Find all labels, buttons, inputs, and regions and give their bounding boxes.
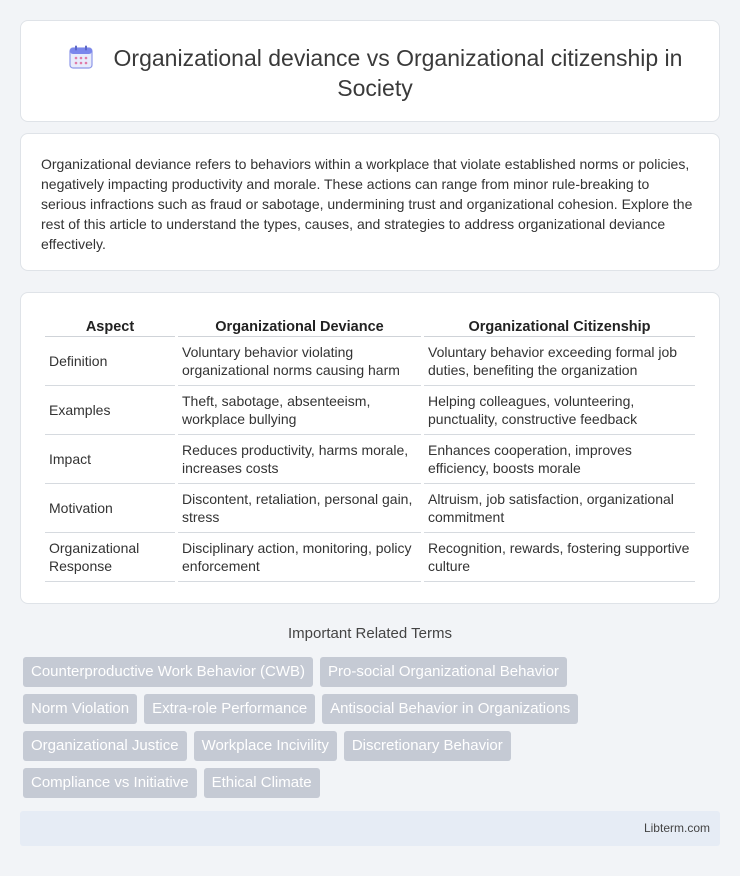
related-term-tag[interactable]: Pro-social Organizational Behavior [320,657,567,687]
tag-row [23,657,643,687]
table-row [45,484,695,533]
deviance-cell: Theft, sabotage, absenteeism, workplace bullying [178,386,421,435]
related-terms-heading: Important Related Terms [288,625,452,642]
related-term-tag[interactable]: Compliance vs Initiative [23,768,197,798]
intro-card [20,133,720,271]
deviance-cell: Discontent, retaliation, personal gain, stress [178,484,421,533]
intro-paragraph: Organizational deviance refers to behaviors within a workplace that violate established norms or policies, negatively impacting productivity and morale. These actions can range from minor rule-breaking to serious infractions such as fraud or sabotage, undermining trust and organizational cohesion. Explore the rest of this article to understand the types, causes, and strategies to address organizational deviance effectively. [41,156,693,252]
page-title-wrap [51,43,699,103]
table-row [45,435,695,484]
page-title: Organizational deviance vs Organizational citizenship in Society [113,45,683,101]
related-term-tag[interactable]: Organizational Justice [23,731,187,761]
related-term-tag[interactable]: Antisocial Behavior in Organizations [322,694,578,724]
table-row [45,386,695,435]
footer-bar [20,811,720,846]
calendar-icon [68,44,94,70]
related-term-tag[interactable]: Ethical Climate [204,768,320,798]
related-term-tag[interactable]: Norm Violation [23,694,137,724]
citizenship-cell: Helping colleagues, volunteering, punctuality, constructive feedback [424,386,695,435]
related-term-tag[interactable]: Discretionary Behavior [344,731,511,761]
aspect-cell: Examples [45,386,175,435]
comparison-table-card [20,292,720,604]
deviance-cell: Reduces productivity, harms morale, increases costs [178,435,421,484]
related-term-tag[interactable]: Counterproductive Work Behavior (CWB) [23,657,313,687]
column-header-deviance: Organizational Deviance [178,315,421,337]
aspect-cell: Impact [45,435,175,484]
tag-row [23,768,643,798]
tag-row [23,694,643,724]
citizenship-cell: Voluntary behavior exceeding formal job duties, benefiting the organization [424,337,695,386]
title-card [20,20,720,122]
related-terms-list [23,657,643,805]
table-row [45,337,695,386]
aspect-cell: Organizational Response [45,533,175,582]
citizenship-cell: Enhances cooperation, improves efficiency, boosts morale [424,435,695,484]
aspect-cell: Definition [45,337,175,386]
table-row [45,533,695,582]
footer-site-link[interactable]: Libterm.com [643,821,710,835]
tag-row [23,731,643,761]
aspect-cell: Motivation [45,484,175,533]
related-term-tag[interactable]: Extra-role Performance [144,694,315,724]
related-term-tag[interactable]: Workplace Incivility [194,731,337,761]
table-header-row [45,315,695,337]
citizenship-cell: Altruism, job satisfaction, organizational commitment [424,484,695,533]
deviance-cell: Voluntary behavior violating organizational norms causing harm [178,337,421,386]
deviance-cell: Disciplinary action, monitoring, policy enforcement [178,533,421,582]
citizenship-cell: Recognition, rewards, fostering supportive culture [424,533,695,582]
comparison-table [42,315,698,582]
column-header-aspect: Aspect [45,315,175,337]
column-header-citizenship: Organizational Citizenship [424,315,695,337]
